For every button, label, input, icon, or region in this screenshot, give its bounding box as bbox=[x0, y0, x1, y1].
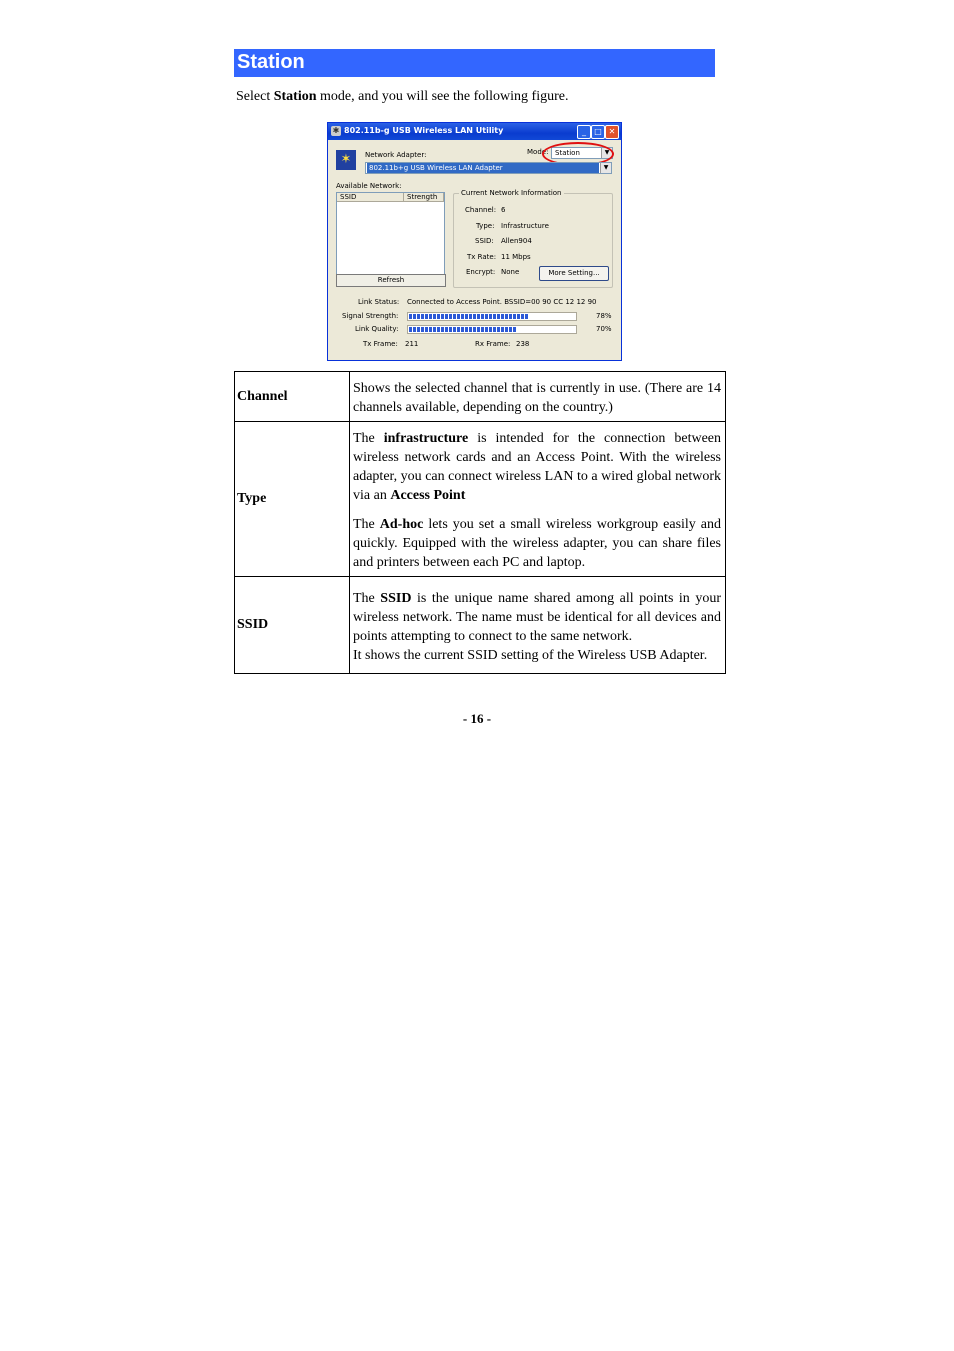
term-type: Type bbox=[235, 422, 350, 577]
encrypt-value: None bbox=[501, 268, 520, 276]
link-status-value: Connected to Access Point. BSSID=00 90 CC 12 12 90 bbox=[407, 298, 597, 306]
section-title: Station bbox=[237, 51, 305, 73]
tx-frame-label: Tx Frame: bbox=[363, 340, 398, 348]
mode-dropdown[interactable]: Station ▼ bbox=[551, 147, 613, 159]
definition-table bbox=[234, 371, 726, 674]
dialog-title: 802.11b-g USB Wireless LAN Utility bbox=[344, 126, 504, 135]
link-quality-label: Link Quality: bbox=[355, 325, 399, 333]
available-network-list[interactable] bbox=[336, 192, 445, 276]
current-network-info-group bbox=[453, 189, 613, 288]
type-value: Infrastructure bbox=[501, 222, 549, 230]
ssid-value: Allen904 bbox=[501, 237, 532, 245]
rx-frame-value: 238 bbox=[516, 340, 530, 348]
table-row bbox=[235, 577, 726, 674]
chevron-down-icon: ▼ bbox=[600, 163, 611, 173]
wireless-logo-icon: ✶ bbox=[336, 150, 356, 170]
encrypt-label: Encrypt: bbox=[466, 268, 496, 276]
definition-channel: Shows the selected channel that is currently in use. (There are 14 channels available, depending on the country.) bbox=[350, 372, 726, 422]
table-row bbox=[235, 372, 726, 422]
available-network-label: Available Network: bbox=[336, 182, 402, 190]
link-status-label: Link Status: bbox=[358, 298, 400, 306]
ssid-label: SSID: bbox=[475, 237, 494, 245]
network-adapter-label: Network Adapter: bbox=[365, 151, 427, 159]
type-label: Type: bbox=[476, 222, 495, 230]
utility-dialog-screenshot bbox=[327, 122, 622, 361]
rx-frame-label: Rx Frame: bbox=[475, 340, 511, 348]
definition-ssid: The SSID is the unique name shared among all points in your wireless network. The name must be identical for all devices and points attempting to connect to the same network. It shows the current SSID setting of the Wireless USB Adapter. bbox=[350, 577, 726, 674]
tx-frame-value: 211 bbox=[405, 340, 419, 348]
signal-strength-value: 78% bbox=[596, 312, 612, 320]
table-row bbox=[235, 422, 726, 577]
maximize-icon[interactable]: □ bbox=[591, 125, 605, 139]
column-header-strength[interactable]: Strength bbox=[404, 193, 444, 202]
tx-rate-label: Tx Rate: bbox=[467, 253, 497, 261]
adapter-dropdown[interactable]: 802.11b+g USB Wireless LAN Adapter ▼ bbox=[365, 162, 612, 174]
term-ssid: SSID bbox=[235, 577, 350, 674]
signal-strength-bar bbox=[407, 312, 577, 321]
intro-paragraph: Select Station mode, and you will see the following figure. bbox=[236, 89, 569, 104]
signal-strength-fill bbox=[409, 314, 528, 319]
link-quality-fill bbox=[409, 327, 516, 332]
mode-label: Mode: bbox=[527, 148, 549, 156]
dialog-titlebar bbox=[328, 123, 621, 140]
tx-rate-value: 11 Mbps bbox=[501, 253, 531, 261]
column-header-ssid[interactable]: SSID bbox=[337, 193, 404, 202]
link-quality-bar bbox=[407, 325, 577, 334]
page-number: - 16 - bbox=[462, 711, 492, 726]
signal-strength-label: Signal Strength: bbox=[342, 312, 399, 320]
minimize-icon[interactable]: _ bbox=[577, 125, 591, 139]
group-title: Current Network Information bbox=[461, 189, 562, 197]
channel-value: 6 bbox=[501, 206, 506, 214]
chevron-down-icon: ▼ bbox=[601, 148, 612, 158]
app-icon: ✱ bbox=[332, 126, 340, 135]
more-setting-button[interactable]: More Setting... bbox=[539, 266, 609, 281]
definition-type: The infrastructure is intended for the connection between wireless network cards and an Access Point. With the wireless adapter, you can connect wireless LAN to a wired global network via an Access Point The Ad-hoc lets you set a small wireless workgroup easily and quickly. Equipped with the wireless adapter, you can share files and printers between each PC and laptop. bbox=[350, 422, 726, 577]
link-quality-value: 70% bbox=[596, 325, 612, 333]
refresh-button[interactable]: Refresh bbox=[336, 274, 446, 287]
term-channel: Channel bbox=[235, 372, 350, 422]
channel-label: Channel: bbox=[465, 206, 497, 214]
close-icon[interactable]: ✕ bbox=[605, 125, 619, 139]
section-header bbox=[234, 49, 715, 77]
